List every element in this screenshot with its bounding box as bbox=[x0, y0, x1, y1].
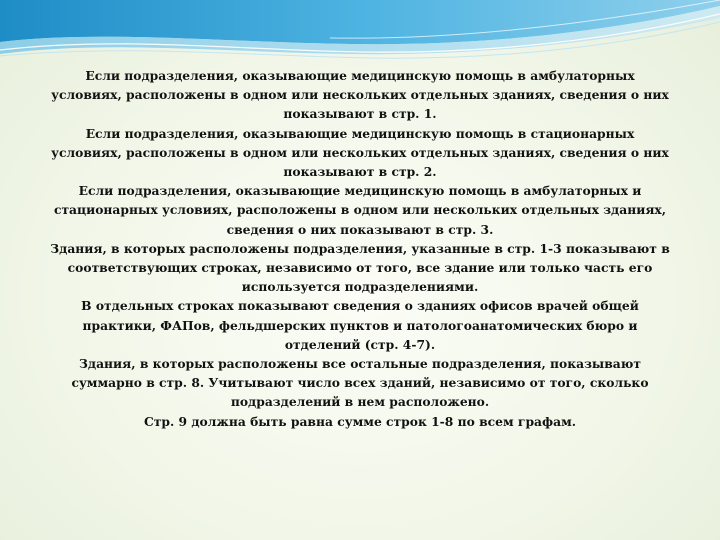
paragraph-buildings: Здания, в которых расположены подразделения, указанные в стр. 1-3 показывают в соответствующих строках, независимо от того, все здание или только часть его используется подразделениями. bbox=[50, 240, 670, 295]
paragraph-mixed: Если подразделения, оказывающие медицинскую помощь в амбулаторных и стационарных условиях, расположены в одном или нескольких отдельных зданиях, сведения о них показывают в стр. 3. bbox=[53, 183, 667, 237]
wave-header-decoration bbox=[0, 0, 720, 62]
paragraph-other-units: Здания, в которых расположены все остальные подразделения, показывают суммарно в стр. 8. Учитывают число всех зданий, независимо от того, сколько подразделений в нем расположено. bbox=[71, 356, 649, 410]
body-text bbox=[50, 66, 670, 431]
paragraph-separate-rows: В отдельных строках показывают сведения о зданиях офисов врачей общей практики, ФАПов, фельдшерских пунктов и патологоанатомических бюро и отделений (стр. 4-7). bbox=[81, 298, 639, 352]
paragraph-total-row: Стр. 9 должна быть равна сумме строк 1-8 по всем графам. bbox=[143, 413, 577, 429]
paragraph-inpatient: Если подразделения, оказывающие медицинскую помощь в стационарных условиях, расположены в одном или нескольких отдельных зданиях, сведения о них показывают в стр. 2. bbox=[51, 125, 669, 180]
paragraph-outpatient: Если подразделения, оказывающие медицинскую помощь в амбулаторных условиях, расположены в одном или нескольких отдельных зданиях, сведения о них показывают в стр. 1. bbox=[51, 68, 669, 122]
